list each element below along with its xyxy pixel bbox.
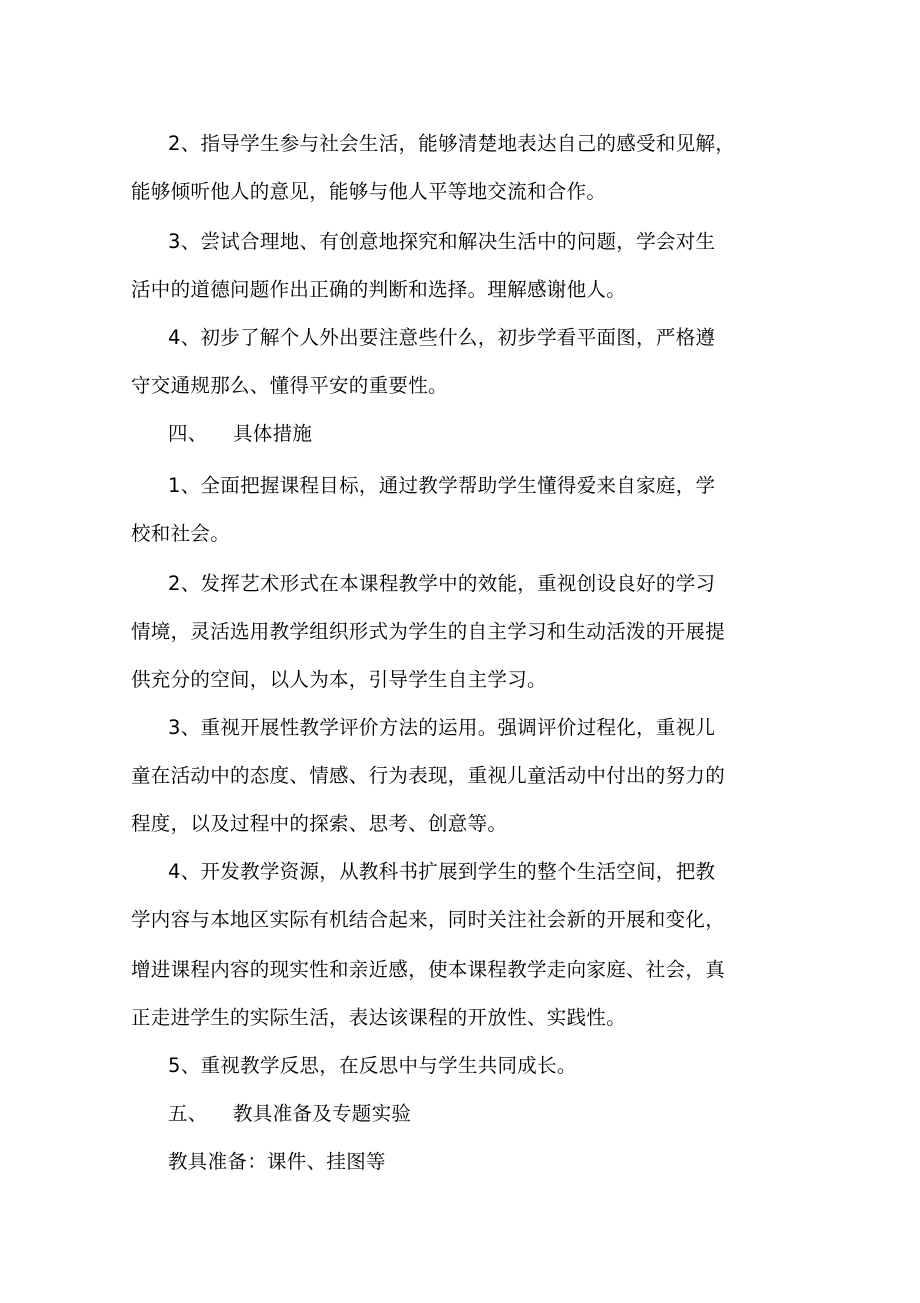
measure-5-line-1: 5、重视教学反思，在反思中与学生共同成长。 <box>168 1054 577 1077</box>
measure-2-line-2: 情境，灵活选用教学组织形式为学生的自主学习和生动活泼的开展提 <box>131 620 726 643</box>
paragraph-3-explore-line-2: 活中的道德问题作出正确的判断和选择。理解感谢他人。 <box>131 278 627 301</box>
measure-3-line-2: 童在活动中的态度、情感、行为表现，重视儿童活动中付出的努力的 <box>131 764 726 787</box>
measure-2-line-1: 2、发挥艺术形式在本课程教学中的效能，重视创设良好的学习 <box>168 572 716 595</box>
measure-4-line-4: 正走进学生的实际生活，表达该课程的开放性、实践性。 <box>131 1006 627 1029</box>
section-heading-5-number: 五、 <box>168 1102 208 1125</box>
measure-2-line-3: 供充分的空间，以人为本，引导学生自主学习。 <box>131 668 547 691</box>
section-heading-4-title: 具体措施 <box>233 422 313 445</box>
paragraph-2-guide-line-1: 2、指导学生参与社会生活，能够清楚地表达自己的感受和见解， <box>168 132 736 155</box>
measure-4-line-1: 4、开发教学资源，从教科书扩展到学生的整个生活空间，把教 <box>168 860 716 883</box>
section-heading-4-number: 四、 <box>168 422 208 445</box>
measure-3-line-3: 程度，以及过程中的探索、思考、创意等。 <box>131 812 508 835</box>
measure-1-line-1: 1、全面把握课程目标，通过教学帮助学生懂得爱来自家庭，学 <box>168 474 716 497</box>
paragraph-4-safety-line-2: 守交通规那么、懂得平安的重要性。 <box>131 374 448 397</box>
measure-3-line-1: 3、重视开展性教学评价方法的运用。强调评价过程化，重视儿 <box>168 716 716 739</box>
measure-4-line-2: 学内容与本地区实际有机结合起来，同时关注社会新的开展和变化， <box>131 908 726 931</box>
teaching-aids-line: 教具准备：课件、挂图等 <box>168 1150 386 1173</box>
measure-4-line-3: 增进课程内容的现实性和亲近感，使本课程教学走向家庭、社会，真 <box>131 958 726 981</box>
paragraph-2-guide-line-2: 能够倾听他人的意见，能够与他人平等地交流和合作。 <box>131 180 607 203</box>
paragraph-4-safety-line-1: 4、初步了解个人外出要注意些什么，初步学看平面图，严格遵 <box>168 326 716 349</box>
section-heading-5-title: 教具准备及专题实验 <box>233 1102 412 1125</box>
measure-1-line-2: 校和社会。 <box>131 522 231 545</box>
paragraph-3-explore-line-1: 3、尝试合理地、有创意地探究和解决生活中的问题，学会对生 <box>168 230 716 253</box>
